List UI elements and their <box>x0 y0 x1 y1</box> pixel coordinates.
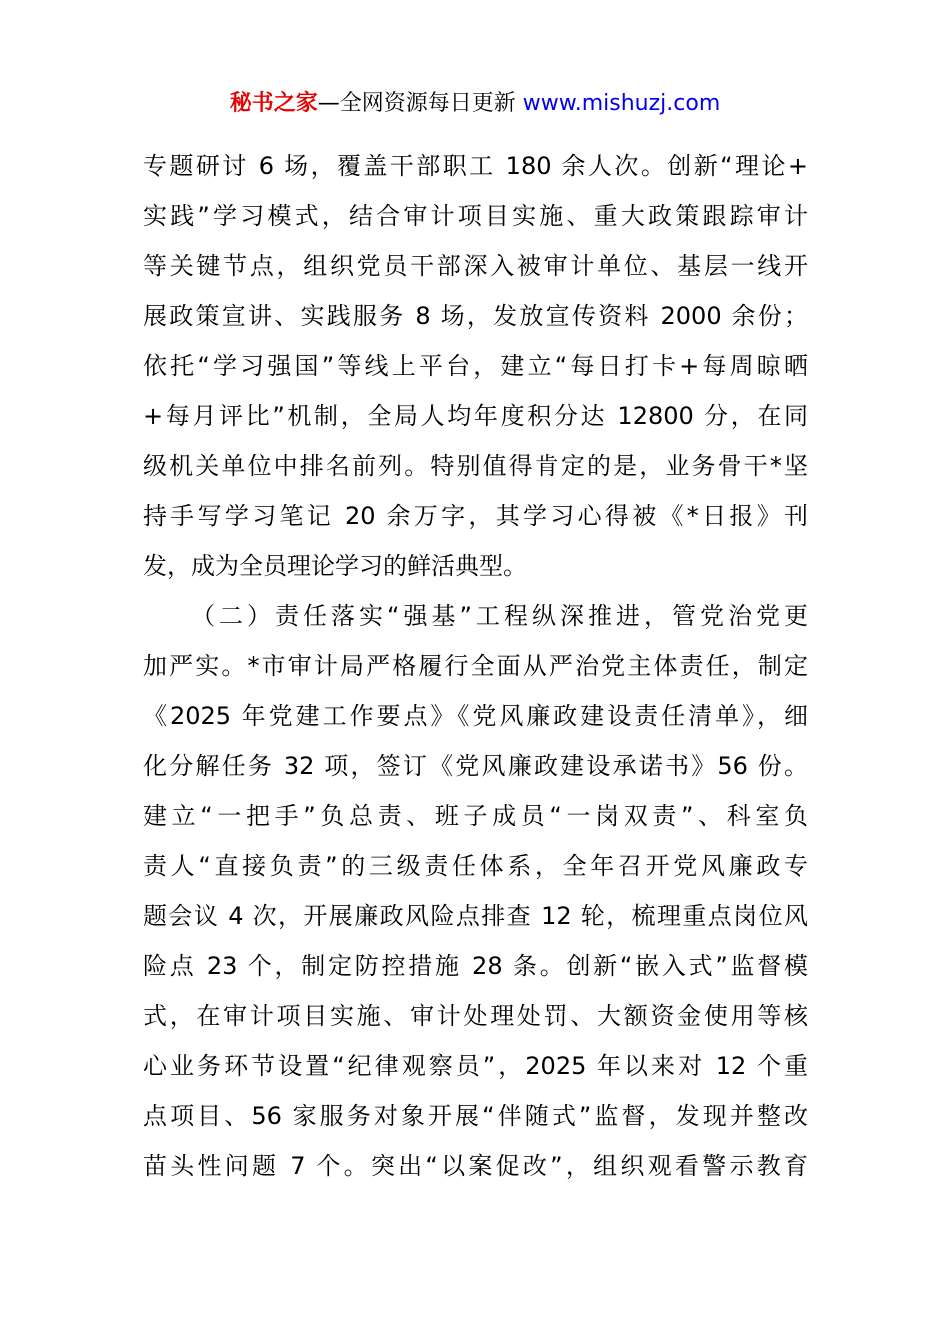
text-line: 苗头性问题 7 个。突出“以案促改”，组织观看警示教育 <box>143 1152 808 1180</box>
text-line: 《2025 年党建工作要点》《党风廉政建设责任清单》，细 <box>143 702 808 730</box>
text-line: 级机关单位中排名前列。特别值得肯定的是，业务骨干*坚 <box>143 452 808 480</box>
text-line: 式，在审计项目实施、审计处理处罚、大额资金使用等核 <box>143 1002 808 1030</box>
section-heading-line: （二）责任落实“强基”工程纵深推进，管党治党更 <box>191 602 808 630</box>
text-line: 专题研讨 6 场，覆盖干部职工 180 余人次。创新“理论+ <box>143 152 808 180</box>
text-line: 化分解任务 32 项，签订《党风廉政建设承诺书》56 份。 <box>143 752 808 780</box>
brand-name: 秘书之家 <box>229 91 318 116</box>
header-tagline: —全网资源每日更新 <box>317 91 523 116</box>
text-line: 题会议 4 次，开展廉政风险点排查 12 轮，梳理重点岗位风 <box>143 902 808 930</box>
text-line: 加严实。*市审计局严格履行全面从严治党主体责任，制定 <box>143 652 808 680</box>
text-line: 依托“学习强国”等线上平台，建立“每日打卡+每周晾晒 <box>143 352 808 380</box>
text-line: 点项目、56 家服务对象开展“伴随式”监督，发现并整改 <box>143 1102 808 1130</box>
text-line: 险点 23 个，制定防控措施 28 条。创新“嵌入式”监督模 <box>143 952 808 980</box>
text-line: 持手写学习笔记 20 余万字，其学习心得被《*日报》刊 <box>143 502 808 530</box>
text-line: 实践”学习模式，结合审计项目实施、重大政策跟踪审计 <box>143 202 808 230</box>
text-line: 建立“一把手”负总责、班子成员“一岗双责”、科室负 <box>143 802 808 830</box>
text-line: +每月评比”机制，全局人均年度积分达 12800 分，在同 <box>143 402 808 430</box>
text-line: 责人“直接负责”的三级责任体系，全年召开党风廉政专 <box>143 852 808 880</box>
text-line: 等关键节点，组织党员干部深入被审计单位、基层一线开 <box>143 252 808 280</box>
text-line: 展政策宣讲、实践服务 8 场，发放宣传资料 2000 余份； <box>143 302 808 330</box>
text-line: 心业务环节设置“纪律观察员”，2025 年以来对 12 个重 <box>143 1052 808 1080</box>
document-body <box>143 141 808 1191</box>
page-header <box>0 88 950 120</box>
site-url-link[interactable]: www.mishuzj.com <box>522 91 721 116</box>
paragraph-end-line: 发，成为全员理论学习的鲜活典型。 <box>143 552 527 580</box>
